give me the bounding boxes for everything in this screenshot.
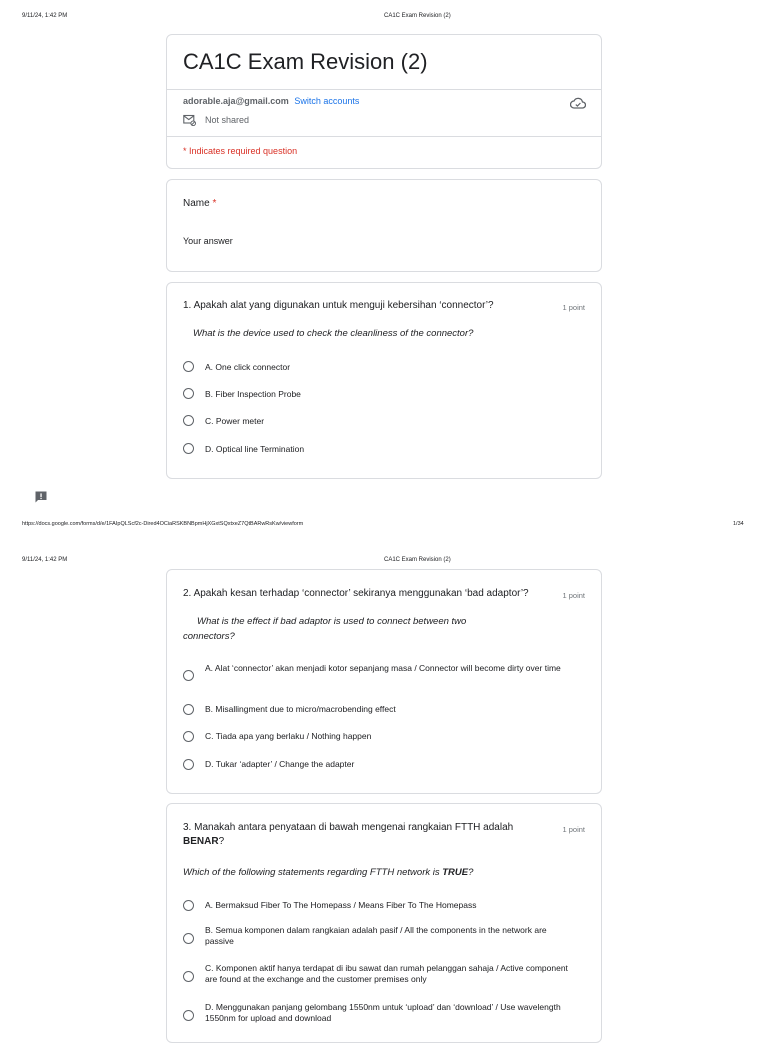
print-url: https://docs.google.com/forms/d/e/1FAIpQLScf2c-Dired4OCiaRSKBNBpmHjXGxtSQxtxeZ7QtBARwRsKw/viewform	[22, 521, 304, 527]
radio-button[interactable]	[183, 933, 194, 944]
report-feedback-icon[interactable]	[34, 490, 48, 504]
option-label: A. One click connector	[205, 362, 291, 372]
option-label: B. Semua komponen dalam rangkaian adalah pasif / All the components in the network are passive	[205, 925, 547, 946]
option-label: A. Alat ‘connector’ akan menjadi kotor sepanjang masa / Connector will become dirty over time	[205, 663, 561, 673]
divider	[167, 136, 601, 137]
account-row	[183, 96, 359, 106]
required-asterisk: *	[212, 198, 217, 209]
question-subtitle: What is the effect if bad adaptor is used to connect between two connectors?	[183, 616, 467, 642]
option-label: C. Power meter	[205, 416, 265, 426]
account-email: adorable.aja@gmail.com	[183, 96, 289, 106]
option-2a[interactable]	[183, 662, 583, 688]
question-title	[183, 821, 553, 849]
points-label: 1 point	[562, 825, 585, 834]
question-title-text: 3. Manakah antara penyataan di bawah mengenai rangkaian FTTH adalah	[183, 822, 514, 833]
option-1b[interactable]	[183, 387, 583, 401]
option-3b[interactable]	[183, 925, 583, 951]
option-label: C. Komponen aktif hanya terdapat di ibu sawat dan rumah pelanggan sahaja / Active component are found at the exchange and the customer premises only	[205, 963, 568, 984]
radio-button[interactable]	[183, 759, 194, 770]
option-3c[interactable]	[183, 963, 583, 989]
option-label: D. Tukar ‘adapter’ / Change the adapter	[205, 759, 355, 769]
print-datetime: 9/11/24, 1:42 PM	[22, 557, 68, 563]
radio-button[interactable]	[183, 900, 194, 911]
radio-button[interactable]	[183, 443, 194, 454]
name-question-title	[183, 197, 216, 211]
radio-button[interactable]	[183, 1010, 194, 1021]
name-question-card	[166, 179, 602, 272]
question-card-3	[166, 803, 602, 1043]
option-3a[interactable]	[183, 899, 583, 913]
question-subtitle-suffix: ?	[468, 867, 474, 878]
question-card-2	[166, 569, 602, 794]
option-label: A. Bermaksud Fiber To The Homepass / Means Fiber To The Homepass	[205, 900, 477, 910]
required-note: * Indicates required question	[183, 146, 298, 156]
option-label: C. Tiada apa yang berlaku / Nothing happen	[205, 731, 372, 741]
option-1c[interactable]	[183, 414, 583, 428]
name-label: Name	[183, 198, 210, 209]
option-1d[interactable]	[183, 442, 583, 456]
form-header-card	[166, 34, 602, 169]
print-page-number: 1/34	[733, 521, 744, 527]
question-subtitle	[183, 865, 473, 880]
radio-button[interactable]	[183, 415, 194, 426]
not-shared-label: Not shared	[205, 115, 250, 125]
radio-button[interactable]	[183, 704, 194, 715]
option-1a[interactable]	[183, 360, 583, 374]
radio-button[interactable]	[183, 361, 194, 372]
radio-button[interactable]	[183, 670, 194, 681]
option-label: B. Misallingment due to micro/macrobending effect	[205, 704, 396, 714]
print-datetime: 9/11/24, 1:42 PM	[22, 13, 68, 19]
points-label: 1 point	[562, 303, 585, 312]
option-2c[interactable]	[183, 730, 583, 744]
option-2b[interactable]	[183, 703, 583, 717]
question-subtitle: What is the device used to check the cleanliness of the connector?	[193, 328, 474, 339]
mail-not-shared-icon	[183, 114, 196, 126]
radio-button[interactable]	[183, 971, 194, 982]
switch-accounts-link[interactable]: Switch accounts	[294, 96, 360, 106]
option-label: B. Fiber Inspection Probe	[205, 389, 301, 399]
form-title: CA1C Exam Revision (2)	[183, 49, 428, 74]
name-input[interactable]: Your answer	[183, 236, 233, 246]
question-title-suffix: ?	[218, 836, 225, 847]
points-label: 1 point	[562, 591, 585, 600]
divider	[167, 89, 601, 90]
print-doc-title: CA1C Exam Revision (2)	[384, 13, 451, 19]
question-title: 2. Apakah kesan terhadap ‘connector’ sekiranya menggunakan ‘bad adaptor’?	[183, 588, 529, 599]
question-title: 1. Apakah alat yang digunakan untuk menguji kebersihan ‘connector’?	[183, 300, 494, 311]
radio-button[interactable]	[183, 388, 194, 399]
question-title-emphasis: BENAR	[183, 836, 219, 847]
option-3d[interactable]	[183, 1002, 583, 1028]
radio-button[interactable]	[183, 731, 194, 742]
option-label: D. Optical line Termination	[205, 444, 305, 454]
question-subtitle-text: Which of the following statements regarding FTTH network is	[183, 867, 440, 878]
option-label: D. Menggunakan panjang gelombang 1550nm untuk ‘upload’ dan ‘download’ / Use wavelength 1550nm for upload and download	[205, 1002, 561, 1023]
option-2d[interactable]	[183, 758, 583, 772]
print-doc-title: CA1C Exam Revision (2)	[384, 557, 451, 563]
question-subtitle-emphasis: TRUE	[442, 867, 469, 878]
cloud-check-icon	[570, 96, 586, 110]
question-card-1	[166, 282, 602, 479]
